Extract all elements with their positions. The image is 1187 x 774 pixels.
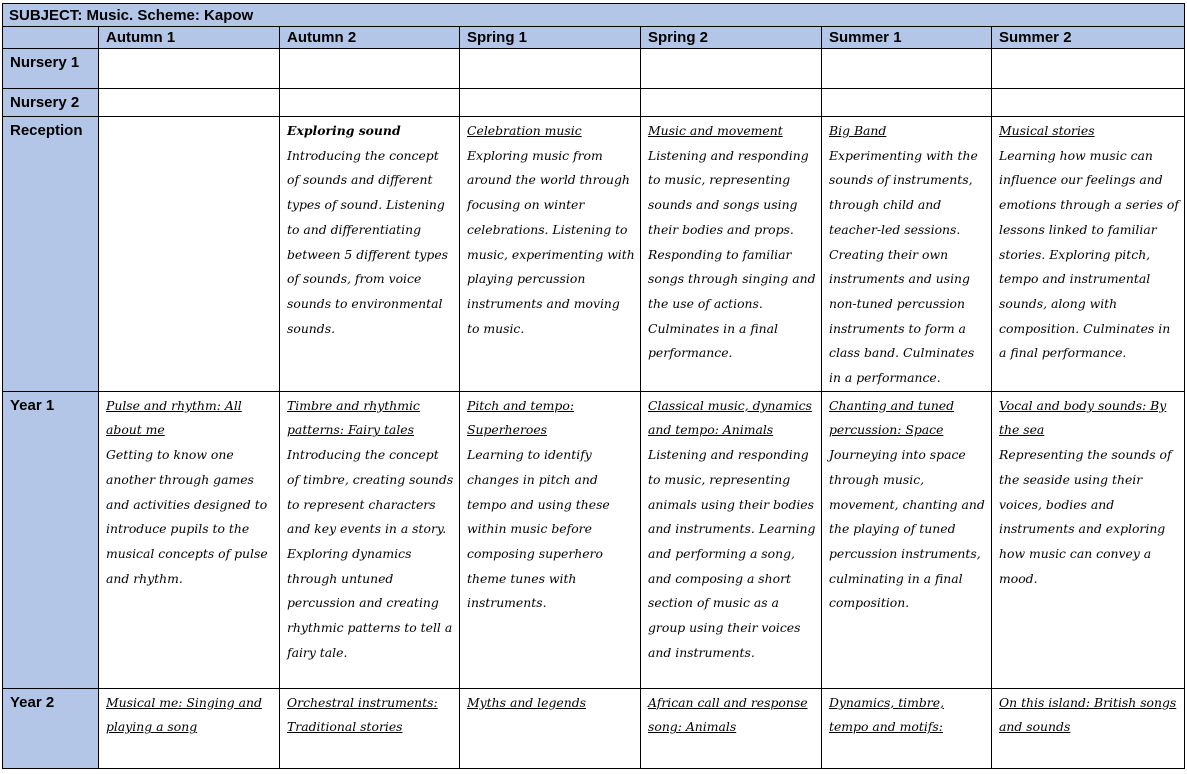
- header-summer-2: Summer 2: [992, 27, 1185, 49]
- row-nursery-2: [3, 89, 1185, 117]
- title-row: [3, 4, 1185, 27]
- unit-title: Myths and legends: [467, 694, 587, 710]
- unit-title: Musical me: Singing and playing a song: [106, 694, 262, 735]
- table-cell: [280, 89, 460, 117]
- table-cell: [641, 49, 822, 89]
- unit-description: Getting to know one another through games and activities designed to introduce pupils to the musical concepts of pulse and rhythm.: [106, 447, 268, 586]
- table-cell: [641, 117, 822, 392]
- row-year-2: [3, 688, 1185, 768]
- unit-title: African call and response song: Animals: [648, 694, 808, 735]
- table-cell: [99, 117, 280, 392]
- table-cell: [992, 89, 1185, 117]
- table-cell: [280, 391, 460, 688]
- row-year-1: [3, 391, 1185, 688]
- table-cell: [822, 89, 992, 117]
- header-row: [3, 27, 1185, 49]
- row-reception: [3, 117, 1185, 392]
- unit-title: Music and movement: [648, 123, 783, 138]
- table-cell: [99, 688, 280, 768]
- row-label: Nursery 2: [3, 89, 99, 117]
- header-autumn-2: Autumn 2: [280, 27, 460, 49]
- table-cell: [280, 117, 460, 392]
- table-cell: [822, 117, 992, 392]
- unit-description: Representing the sounds of the seaside using their voices, bodies and instruments and exploring how music can convey a mood.: [999, 447, 1172, 586]
- unit-title: Musical stories: [999, 123, 1095, 138]
- header-autumn-1: Autumn 1: [99, 27, 280, 49]
- row-label: Reception: [3, 117, 99, 392]
- table-cell: [99, 49, 280, 89]
- row-label: Nursery 1: [3, 49, 99, 89]
- unit-title: Orchestral instruments: Traditional stories: [287, 694, 438, 735]
- table-cell: [460, 391, 641, 688]
- table-cell: [460, 117, 641, 392]
- table-cell: [280, 49, 460, 89]
- row-label: Year 2: [3, 688, 99, 768]
- table-cell: [641, 89, 822, 117]
- unit-description: Listening and responding to music, representing animals using their bodies and instruments. Learning and performing a song, and composing a short section of music as a group using their voices and instruments.: [648, 447, 816, 660]
- row-label: Year 1: [3, 391, 99, 688]
- scheme-table: [2, 3, 1185, 769]
- unit-title: Classical music, dynamics and tempo: Animals: [648, 397, 812, 438]
- corner-cell: [3, 27, 99, 49]
- table-cell: [460, 49, 641, 89]
- unit-description: Introducing the concept of timbre, creating sounds to represent characters and key events in a story. Exploring dynamics through untuned percussion and creating rhythmic patterns to tell a fairy tale.: [287, 447, 454, 660]
- unit-title: Exploring sound: [287, 123, 401, 138]
- table-cell: [460, 89, 641, 117]
- unit-description: Experimenting with the sounds of instruments, through child and teacher-led sessions. Creating their own instruments and using non-tuned percussion instruments to form a class band. Culminates in a performance.: [829, 147, 978, 386]
- table-cell: [992, 117, 1185, 392]
- table-cell: [992, 391, 1185, 688]
- table-cell: [992, 49, 1185, 89]
- page-title: SUBJECT: Music. Scheme: Kapow: [3, 4, 1185, 27]
- unit-title: Celebration music: [467, 123, 582, 138]
- header-spring-1: Spring 1: [460, 27, 641, 49]
- unit-title: Pitch and tempo: Superheroes: [467, 397, 575, 438]
- table-cell: [822, 688, 992, 768]
- table-cell: [280, 688, 460, 768]
- table-cell: [641, 391, 822, 688]
- table-cell: [641, 688, 822, 768]
- unit-title: Vocal and body sounds: By the sea: [999, 397, 1167, 438]
- unit-title: Big Band: [829, 123, 887, 138]
- unit-title: Chanting and tuned percussion: Space: [829, 397, 955, 438]
- table-cell: [99, 391, 280, 688]
- header-summer-1: Summer 1: [822, 27, 992, 49]
- unit-description: Exploring music from around the world through focusing on winter celebrations. Listening to music, experimenting with playing percussion instruments and moving to music.: [467, 147, 635, 336]
- table-cell: [992, 688, 1185, 768]
- table-cell: [460, 688, 641, 768]
- unit-description: Learning to identify changes in pitch and tempo and using these within music before composing superhero theme tunes with instruments.: [467, 447, 610, 611]
- unit-description: Learning how music can influence our feelings and emotions through a series of lessons linked to familiar stories. Exploring pitch, tempo and instrumental sounds, along with composition. Culminates in a final performance.: [999, 147, 1179, 361]
- unit-title: On this island: British songs and sounds: [999, 694, 1177, 735]
- table-cell: [822, 49, 992, 89]
- unit-description: Introducing the concept of sounds and different types of sound. Listening to and differentiating between 5 different types of sounds, from voice sounds to environmental sounds.: [287, 147, 449, 336]
- unit-title: Pulse and rhythm: All about me: [106, 397, 242, 438]
- table-cell: [822, 391, 992, 688]
- unit-description: Listening and responding to music, representing sounds and songs using their bodies and props. Responding to familiar songs through singing and the use of actions. Culminates in a final performance.: [648, 147, 816, 361]
- row-nursery-1: [3, 49, 1185, 89]
- unit-description: Journeying into space through music, movement, chanting and the playing of tuned percussion instruments, culminating in a final composition.: [829, 447, 985, 611]
- table-cell: [99, 89, 280, 117]
- unit-title: Timbre and rhythmic patterns: Fairy tales: [287, 397, 420, 438]
- header-spring-2: Spring 2: [641, 27, 822, 49]
- unit-title: Dynamics, timbre, tempo and motifs:: [829, 694, 945, 735]
